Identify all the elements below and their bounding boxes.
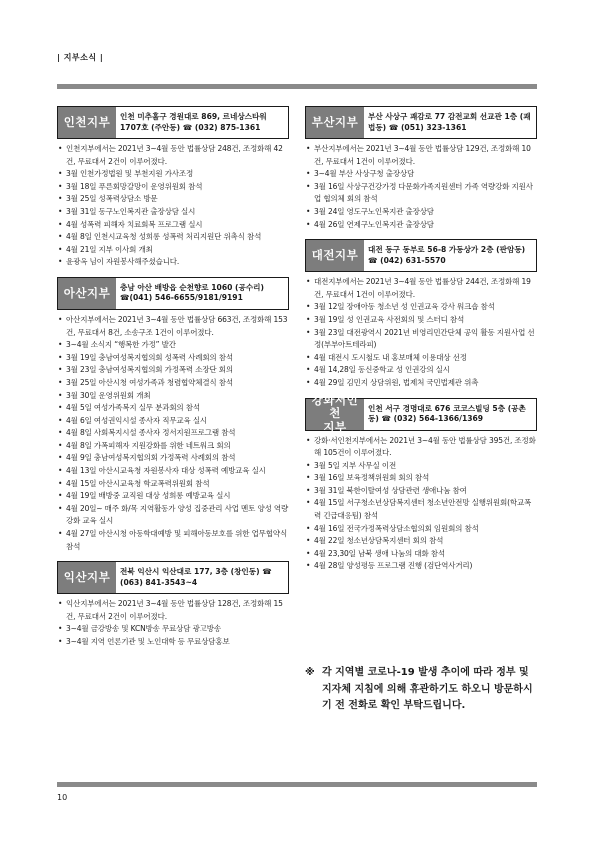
branch-header (57, 561, 289, 594)
list-item: • 4월 20일~ 매주 화/목 지역활동가 양성 집중관리 사업 멘토 양성 역량강화 교육 실시 (57, 503, 289, 528)
phone-icon: ☎ (182, 122, 193, 132)
list-item: • 부산지부에서는 2021년 3~4월 동안 법률상담 129건, 조정화해 10건, 무료대서 1건이 이루어졌다. (305, 143, 537, 168)
notice-text: 각 지역별 코로나-19 발생 추이에 따라 정부 및 지자체 지침에 의해 휴관하기도 하오니 방문하시기 전 전화로 확인 부탁드립니다. (322, 667, 533, 711)
list-item: • 4월 14,28일 동신중학교 성 인권강의 실시 (305, 364, 537, 377)
list-item: • 익산지부에서는 2021년 3~4월 동안 법률상담 128건, 조정화해 15건, 무료대서 2건이 이루어졌다. (57, 598, 289, 623)
branch-name: 인천지부 (58, 107, 116, 138)
page-number: 10 (57, 793, 68, 802)
phone-number: (063) 841-3543~4 (120, 577, 198, 587)
list-item: • 아산지부에서는 2021년 3~4월 동안 법률상담 663건, 조정화해 153건, 무료대서 8건, 소송구조 1건이 이루어졌다. (57, 314, 289, 339)
branch-header (305, 393, 537, 434)
section-label: | 지부소식 | (57, 53, 104, 62)
list-item: • 3월 16일 사상구건강가정 다문화가족지원센터 가족 역량강화 지원사업 협의체 회의 참석 (305, 181, 537, 206)
list-item: • 강화·서인천지부에서는 2021년 3~4월 동안 법률상담 395건, 조정화해 105건이 이루어졌다. (305, 435, 537, 460)
branch-iksan (57, 561, 289, 648)
activity-list (305, 143, 537, 231)
list-item: • 3월 25일 성폭력상담소 방문 (57, 193, 289, 206)
list-item: • 3월 31일 동구노인복지관 출장상담 실시 (57, 206, 289, 219)
branch-name (306, 393, 364, 434)
list-item: • 3월 23일 충남여성복지협의회 가정폭력 소장단 회의 (57, 364, 289, 377)
branch-header (305, 239, 537, 272)
list-item: • 4월 6일 여성권익시설 종사자 직무교육 실시 (57, 415, 289, 428)
branch-ganghwa-seoincheon (305, 393, 537, 574)
branch-incheon (57, 106, 289, 269)
phone-icon: ☎ (368, 255, 378, 265)
list-item: • 4월 21일 지부 이사회 개최 (57, 244, 289, 257)
list-item: • 3월 19일 충남여성복지협의회 성폭력 사례회의 참석 (57, 352, 289, 365)
list-item: • 4월 23,30일 남북 생애 나눔의 대화 참석 (305, 548, 537, 561)
branch-header (305, 106, 537, 139)
branch-asan (57, 277, 289, 553)
activity-list (57, 598, 289, 648)
left-column (57, 106, 289, 657)
branch-name: 대전지부 (306, 240, 364, 271)
list-item: • 3~4월 금강방송 및 KCN방송 무료상담 광고방송 (57, 623, 289, 636)
activity-list (305, 435, 537, 574)
branch-daejeon (305, 239, 537, 389)
phone-number: (032) 564-1366/1369 (393, 414, 484, 423)
covid-notice (305, 665, 537, 715)
activity-list (57, 143, 289, 269)
phone-number: (051) 323-1361 (400, 122, 467, 132)
list-item: • 4월 19일 배방중 교직원 대상 성희롱 예방교육 실시 (57, 490, 289, 503)
list-item: • 3월 인천가정법원 및 부천지원 가사조정 (57, 168, 289, 181)
address-text: 대전 동구 동부로 56-8 가동상가 2층 (판암동) (368, 245, 526, 255)
list-item: • 3~4월 부산 사상구청 출장상담 (305, 168, 537, 181)
top-rule (57, 84, 537, 89)
branch-address (364, 399, 536, 430)
branch-address (364, 240, 536, 271)
branch-name-line1: 강화서인천 (311, 393, 359, 421)
list-item: • 3월 25일 아산시청 여성가족과 청렴협약체결식 참석 (57, 377, 289, 390)
list-item: • 3월 18일 푸른회망갈망이 운영위원회 참석 (57, 181, 289, 194)
bottom-rule (57, 782, 537, 787)
notice-mark: ※ (305, 667, 315, 678)
list-item: • 4월 26일 연제구노인복지관 출장상담 (305, 219, 537, 232)
list-item: • 4월 성폭력 피해자 치료회복 프로그램 실시 (57, 219, 289, 232)
branch-header (57, 106, 289, 139)
list-item: • 3월 19일 성 인권교육 사전회의 및 스터디 참석 (305, 314, 537, 327)
phone-number: (041) 546-6655/9181/9191 (129, 293, 243, 303)
list-item: • 4월 22일 청소년상담복지센터 회의 참석 (305, 535, 537, 548)
list-item: • 3월 30일 운영위원회 개최 (57, 390, 289, 403)
list-item: • 4월 13일 아산시교육청 자원봉사자 대상 성폭력 예방교육 실시 (57, 465, 289, 478)
list-item: • 4월 5일 여성가족복지 실무 분과회의 참석 (57, 402, 289, 415)
list-item: • 대전지부에서는 2021년 3~4월 동안 법률상담 244건, 조정화해 19건, 무료대서 1건이 이루어졌다. (305, 276, 537, 301)
address-text: 인천 서구 경명대로 676 코코스빌딩 5층 (공촌동) (368, 403, 526, 423)
list-item: • 4월 28일 양성평등 프로그램 진행 (검단역사거리) (305, 560, 537, 573)
list-item: • 4월 27일 아산시청 아동학대예방 및 피해아동보호를 위한 업무협약식 참석 (57, 528, 289, 553)
list-item: • 윤광옥 님이 자원봉사해주셨습니다. (57, 256, 289, 269)
list-item: • 3월 24일 영도구노인복지관 출장상담 (305, 206, 537, 219)
list-item: • 4월 8일 인천시교육청 성희롱 성폭력 처리지원단 위촉식 참석 (57, 231, 289, 244)
phone-number: (032) 875-1361 (194, 122, 261, 132)
phone-icon: ☎ (388, 122, 399, 132)
branch-address (116, 278, 288, 309)
list-item: • 인천지부에서는 2021년 3~4월 동안 법률상담 248건, 조정화해 42건, 무료대서 2건이 이루어졌다. (57, 143, 289, 168)
list-item: • 3월 12일 장애아동 청소년 성 인권교육 강사 워크숍 참석 (305, 301, 537, 314)
list-item: • 3월 5일 지부 사무실 이전 (305, 460, 537, 473)
address-text: 전북 익산시 익산대로 177, 3층 (창인동) (120, 567, 260, 577)
phone-icon: ☎ (381, 414, 391, 423)
branch-name: 부산지부 (306, 107, 364, 138)
list-item: • 3월 31일 북한이탈여성 상담관련 생애나눔 참여 (305, 485, 537, 498)
address-text: 인천 미추홀구 경원대로 869, 르네상스타워 1707호 (주안동) (120, 112, 267, 132)
activity-list (305, 276, 537, 389)
list-item: • 4월 대전시 도시철도 내 홍보매체 이용대상 선정 (305, 352, 537, 365)
list-item: • 4월 29일 김민지 상담위원, 법제처 국민법제관 위촉 (305, 377, 537, 390)
phone-number: (042) 631-5570 (380, 255, 446, 265)
branch-name-line2: 지부 (323, 419, 347, 434)
branch-address (116, 562, 288, 593)
list-item: • 4월 15일 서구청소년상담복지센터 청소년안전망 실행위원회(학교폭력 긴급대응팀) 참석 (305, 497, 537, 522)
list-item: • 4월 8일 가폭피해자 지원강화를 위한 네트워크 회의 (57, 440, 289, 453)
list-item: • 4월 9일 충남여성복지협의회 가정폭력 사례회의 참석 (57, 452, 289, 465)
branch-header (57, 277, 289, 310)
branch-name: 아산지부 (58, 278, 116, 309)
list-item: • 3월 16일 보육정책위원회 회의 참석 (305, 472, 537, 485)
phone-icon: ☎ (262, 567, 272, 577)
list-item: • 4월 15일 아산시교육청 학교폭력위원회 참석 (57, 478, 289, 491)
phone-icon: ☎ (120, 293, 130, 303)
right-column (305, 106, 537, 581)
branch-address (116, 107, 288, 138)
list-item: • 4월 8일 사회복지시설 종사자 정서지원프로그램 참석 (57, 427, 289, 440)
list-item: • 3월 23일 대전광역시 2021년 비영리민간단체 공익 활동 지원사업 선정(부부아트테라피) (305, 327, 537, 352)
branch-busan (305, 106, 537, 231)
list-item: • 4월 16일 전국가정폭력상담소협의회 임원회의 참석 (305, 523, 537, 536)
branch-name: 익산지부 (58, 562, 116, 593)
branch-address (364, 107, 536, 138)
address-text: 부산 사상구 괘감로 77 감전교회 선교관 1층 (괘법동) (368, 112, 531, 132)
list-item: • 3~4월 지역 언론기관 및 노인대학 등 무료상담홍보 (57, 636, 289, 649)
address-text: 충남 아산 배방읍 순천향로 1060 (공수리) (120, 283, 264, 293)
activity-list (57, 314, 289, 553)
list-item: • 3~4월 소식지 “행복한 가정” 발간 (57, 339, 289, 352)
